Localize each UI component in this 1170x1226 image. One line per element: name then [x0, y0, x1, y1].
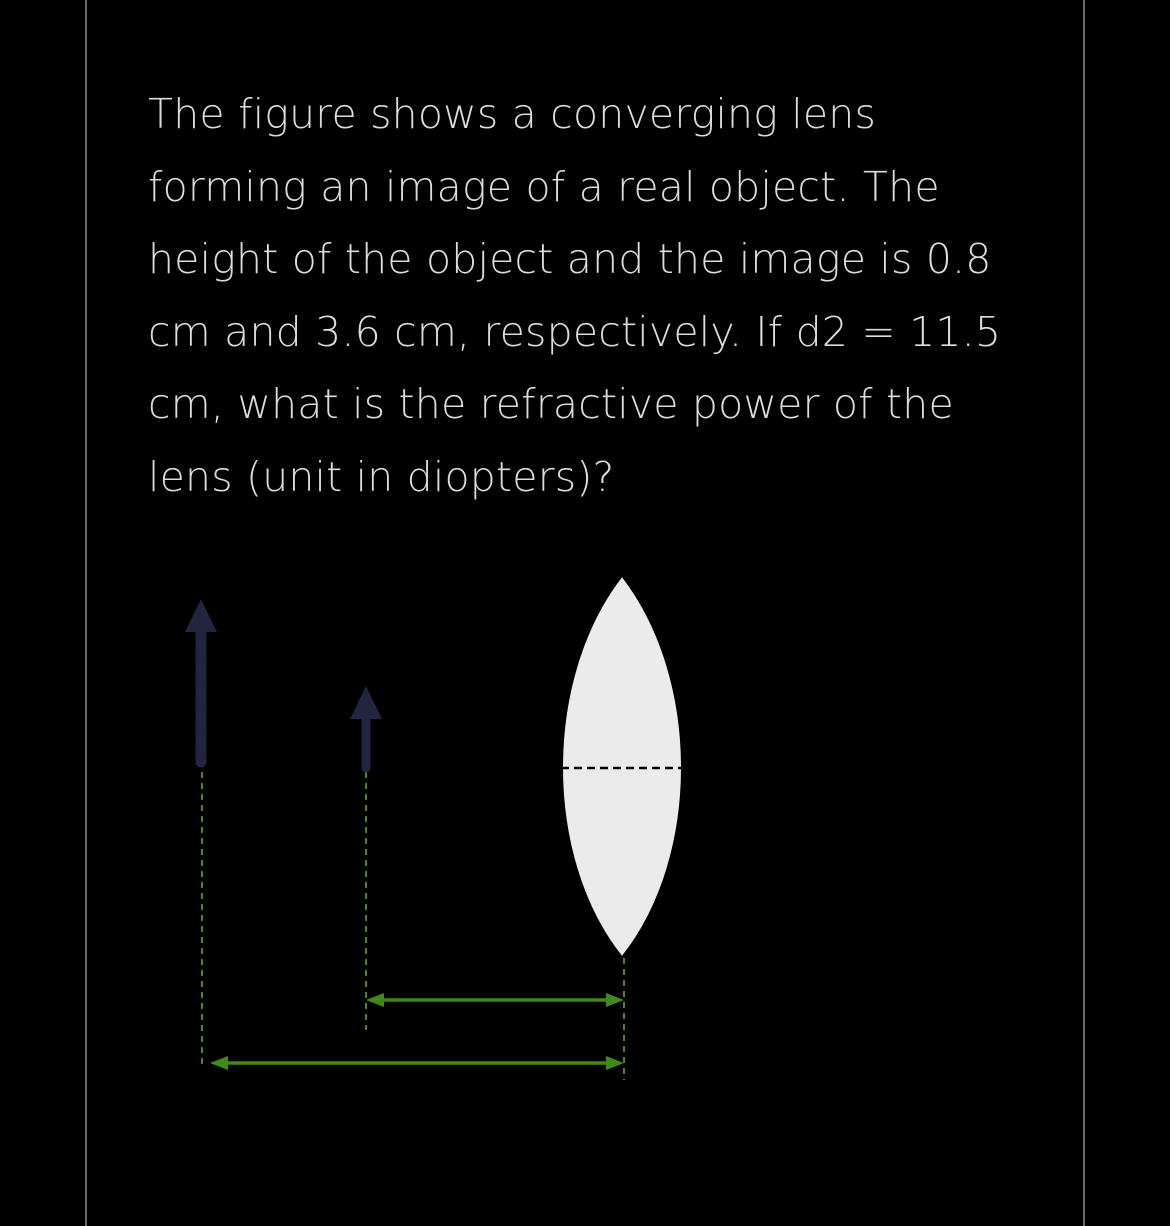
converging-lens — [564, 578, 681, 955]
question-text: The figure shows a converging lens forming an image of a real object. The height of the object and the image is 0.8 cm and 3.6 cm, respectively. If d2 = 11.5 cm, what is the refractive power of the lens (unit in diopters)? — [148, 90, 1002, 501]
object-distance-arrow — [366, 993, 624, 1007]
object-arrow — [350, 686, 382, 768]
image-distance-arrow — [210, 1056, 624, 1070]
image-arrow — [185, 599, 217, 765]
